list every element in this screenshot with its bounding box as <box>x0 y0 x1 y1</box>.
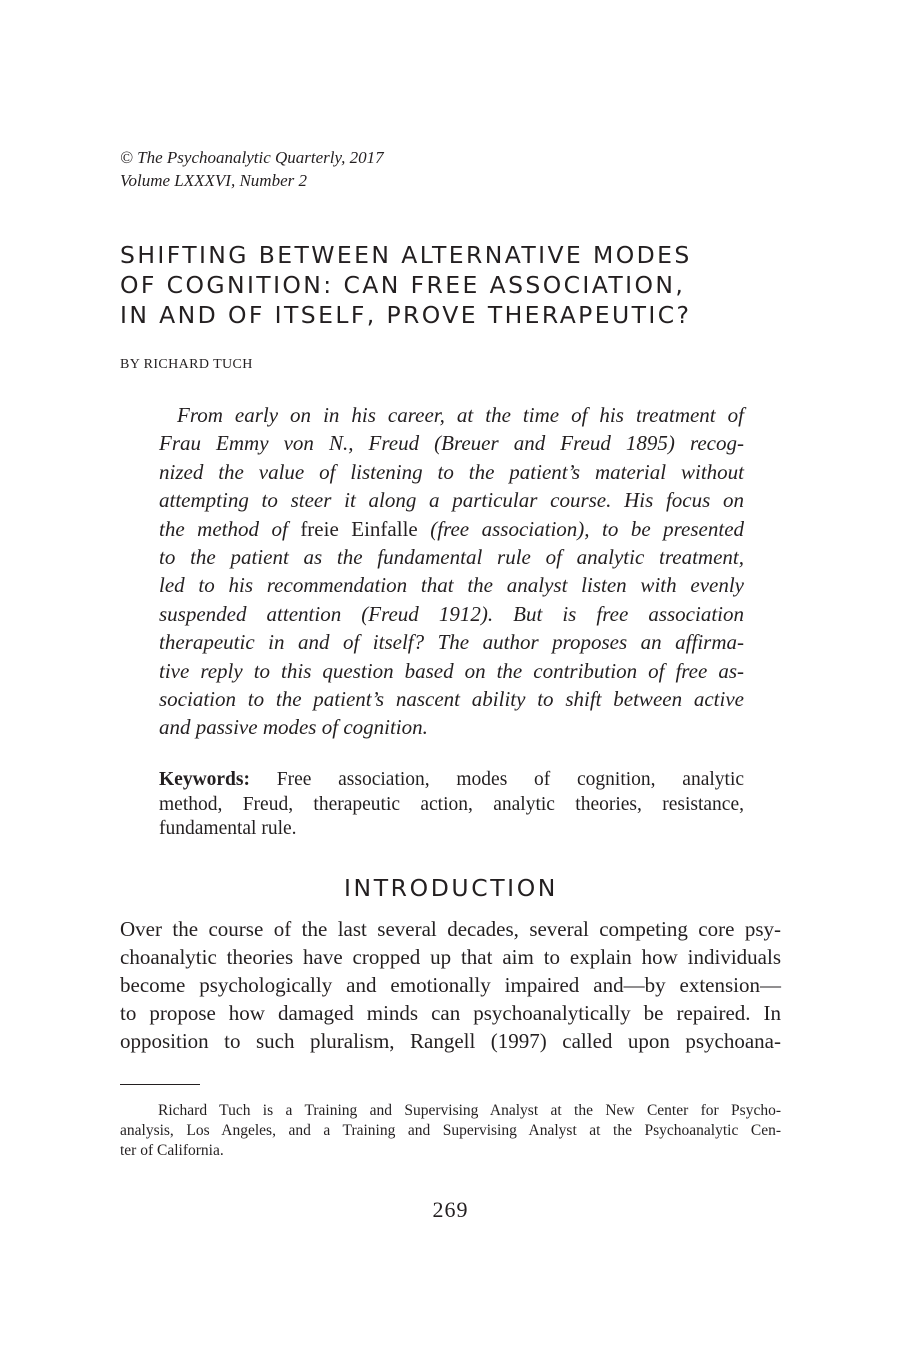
author-footnote <box>120 1101 781 1161</box>
body-line: choanalytic theories have cropped up that aim to explain how individuals <box>120 945 781 969</box>
foreign-term: freie Einfalle <box>300 516 418 541</box>
abstract-line: attempting to steer it along a particular course. His focus on <box>159 488 744 513</box>
abstract-line: and passive modes of cognition. <box>159 715 428 740</box>
keywords-block <box>159 768 744 842</box>
section-heading: INTRODUCTION <box>344 874 558 902</box>
abstract-line: therapeutic in and of itself? The author proposes an affirma- <box>159 630 744 655</box>
abstract-line: Frau Emmy von N., Freud (Breuer and Freud 1895) recog- <box>159 431 744 456</box>
journal-masthead <box>120 146 384 192</box>
footnote-line: Richard Tuch is a Training and Supervising Analyst at the New Center for Psycho- <box>158 1102 781 1119</box>
abstract-line: nized the value of listening to the patient’s material without <box>159 459 744 484</box>
page-number: 269 <box>432 1197 469 1222</box>
keywords-line <box>159 768 744 793</box>
abstract-line <box>159 515 744 543</box>
keywords-label: Keywords: <box>159 769 250 790</box>
body-line: Over the course of the last several decades, several competing core psy- <box>120 917 781 941</box>
volume-number: Volume LXXXVI, Number 2 <box>120 171 307 190</box>
title-line: IN AND OF ITSELF, PROVE THERAPEUTIC? <box>120 301 692 329</box>
keywords-line: fundamental rule. <box>159 818 297 839</box>
abstract-line: From early on in his career, at the time of his treatment of <box>177 403 744 427</box>
footnote-line: analysis, Los Angeles, and a Training and Supervising Analyst at the Psychoanalytic Cen- <box>120 1122 781 1139</box>
keywords-text: Free association, modes of cognition, analytic <box>276 769 745 790</box>
abstract-line: suspended attention (Freud 1912). But is free association <box>159 601 744 626</box>
abstract-text: the method of <box>159 516 288 541</box>
body-paragraph <box>120 915 781 1055</box>
body-line: to propose how damaged minds can psychoanalytically be repaired. In <box>120 1001 781 1025</box>
journal-citation: © The Psychoanalytic Quarterly, 2017 <box>120 148 384 167</box>
abstract-line: to the patient as the fundamental rule of analytic treatment, <box>159 544 744 569</box>
keywords-line: method, Freud, therapeutic action, analytic theories, resistance, <box>159 793 744 815</box>
body-line: become psychologically and emotionally impaired and—by extension— <box>120 973 781 997</box>
title-line: OF COGNITION: CAN FREE ASSOCIATION, <box>120 271 686 299</box>
title-line: SHIFTING BETWEEN ALTERNATIVE MODES <box>120 241 692 269</box>
footnote-divider <box>120 1084 200 1085</box>
author-byline: BY RICHARD TUCH <box>120 357 253 372</box>
abstract-line: tive reply to this question based on the contribution of free as- <box>159 658 744 683</box>
abstract <box>159 401 744 742</box>
footnote-line: ter of California. <box>120 1142 224 1159</box>
abstract-line: led to his recommendation that the analyst listen with evenly <box>159 573 744 598</box>
body-line: opposition to such pluralism, Rangell (1997) called upon psychoana- <box>120 1029 781 1053</box>
article-title <box>120 240 780 330</box>
abstract-line: sociation to the patient’s nascent ability to shift between active <box>159 686 744 711</box>
abstract-text: (free association), to be presented <box>430 516 745 541</box>
